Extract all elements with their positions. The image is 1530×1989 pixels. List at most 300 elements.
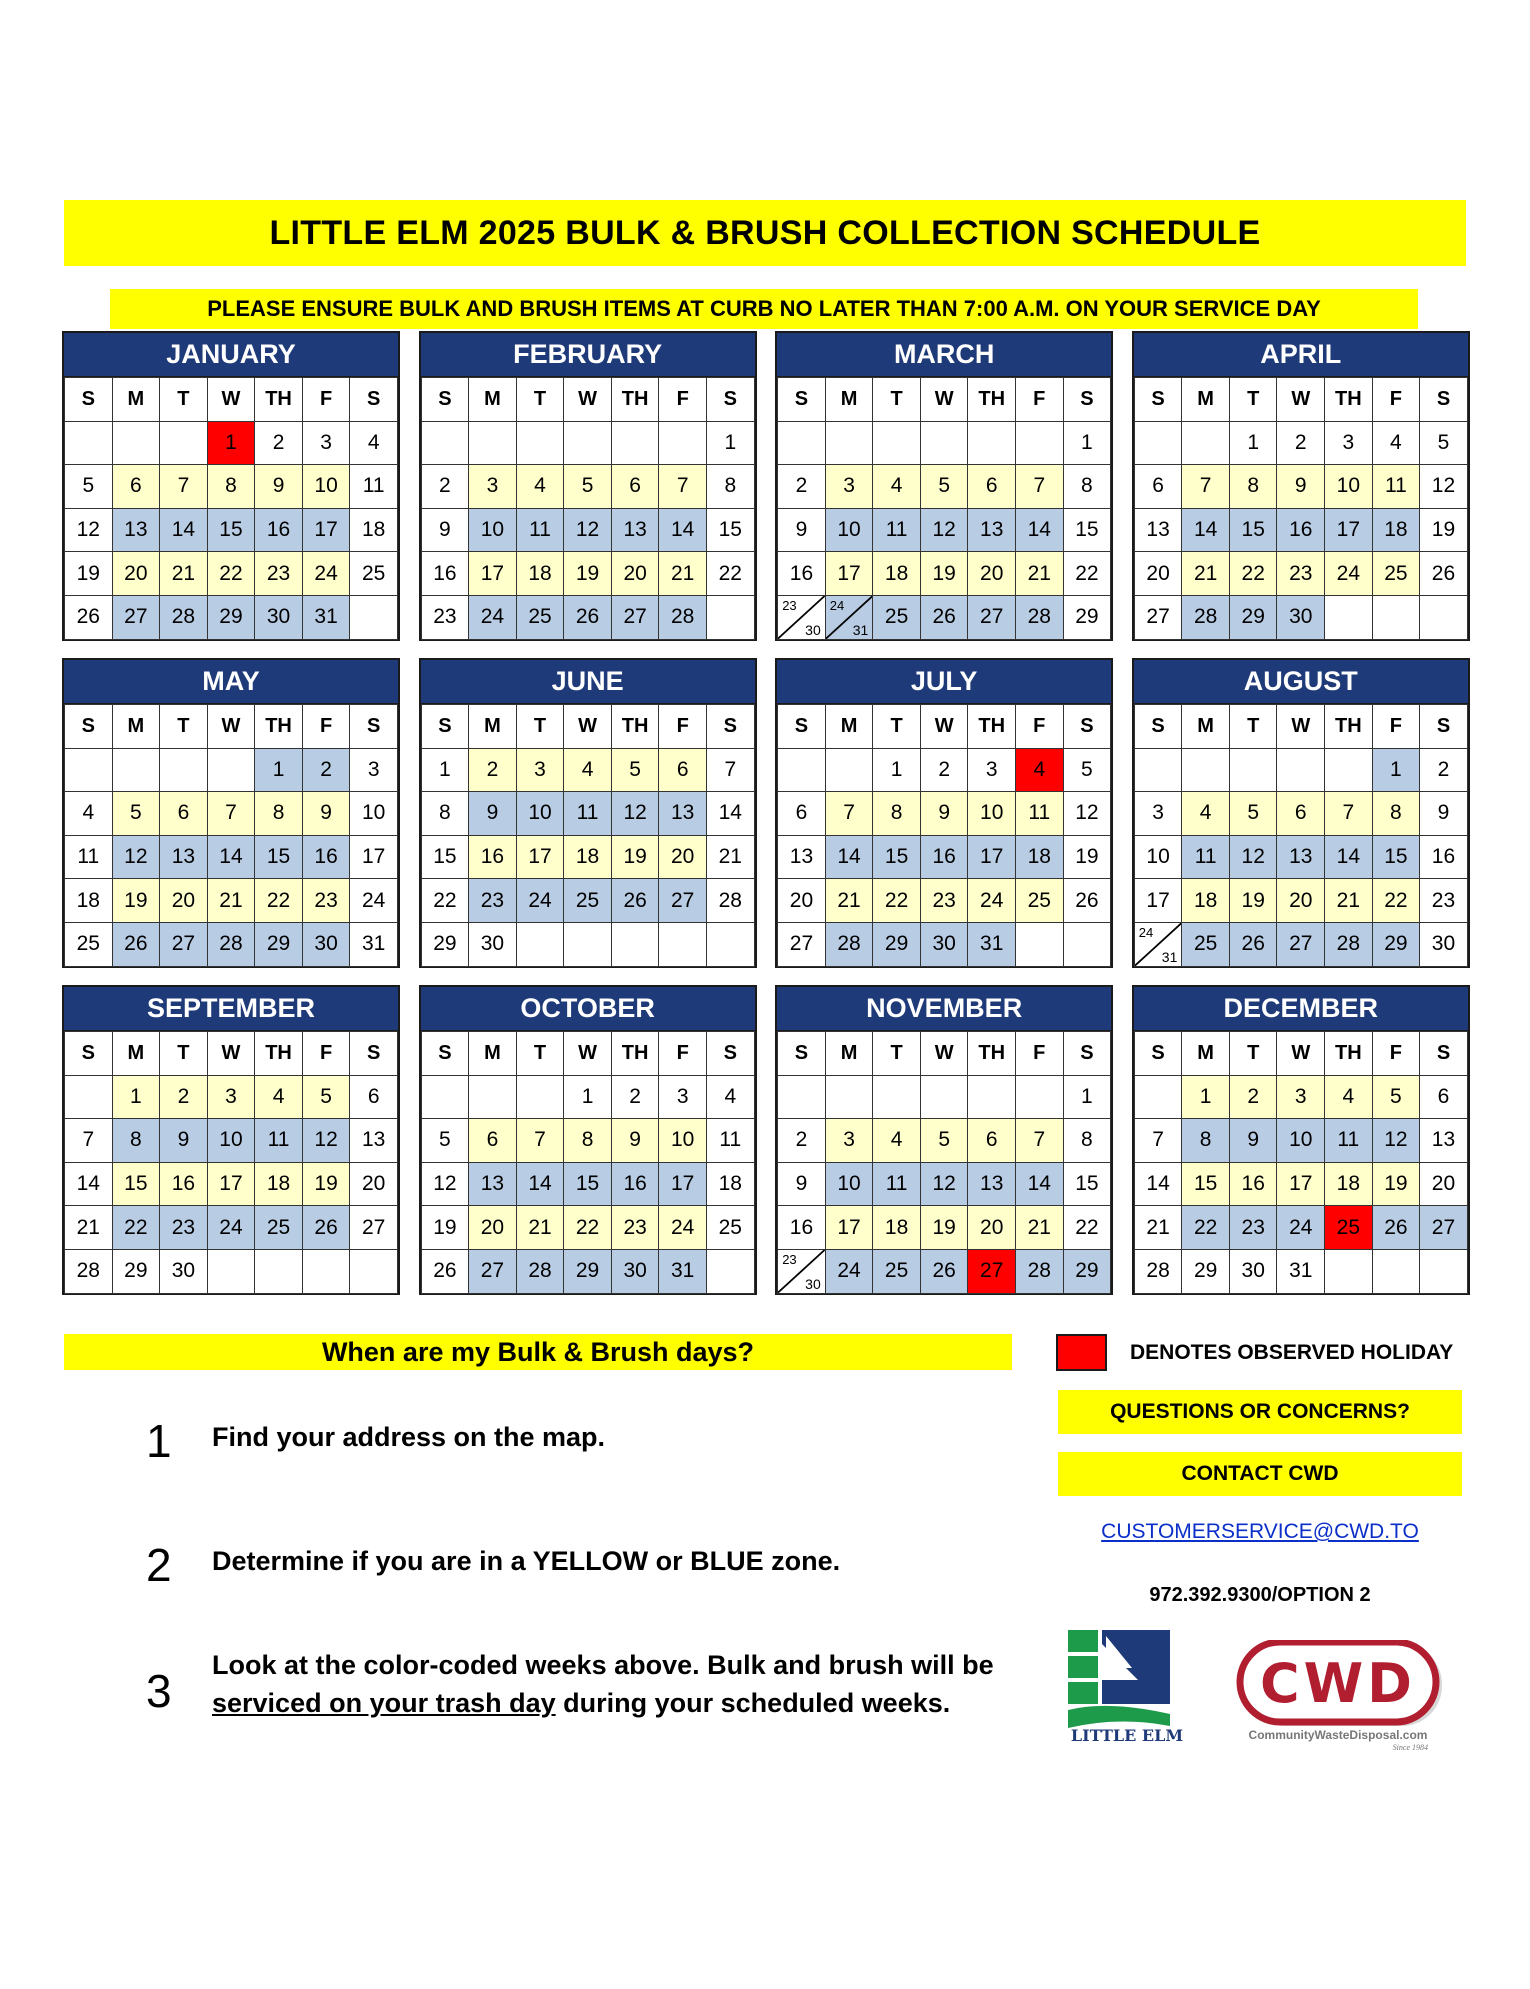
week-row xyxy=(421,1119,754,1163)
day-cell: 17 xyxy=(302,508,350,552)
day-cell: 17 xyxy=(659,1162,707,1206)
day-cell: 25 xyxy=(255,1206,303,1250)
day-cell xyxy=(160,748,208,792)
day-cell: 4 xyxy=(873,1119,921,1163)
weekday-header: S xyxy=(706,1032,754,1076)
week-row xyxy=(65,879,398,923)
weekday-header: W xyxy=(207,1032,255,1076)
day-cell: 24 xyxy=(516,879,564,923)
day-cell: 12 xyxy=(1420,465,1468,509)
week-row xyxy=(65,1162,398,1206)
day-cell: 9 xyxy=(1277,465,1325,509)
day-cell: 3 xyxy=(516,748,564,792)
weekday-header: F xyxy=(659,1032,707,1076)
day-cell: 6 xyxy=(968,1119,1016,1163)
cwd-logo-text: CWD xyxy=(1259,1652,1417,1715)
split-day-cell xyxy=(778,596,825,639)
day-cell: 19 xyxy=(112,879,160,923)
day-cell: 11 xyxy=(255,1119,303,1163)
day-cell: 27 xyxy=(1420,1206,1468,1250)
day-cell xyxy=(1134,922,1182,966)
day-cell: 6 xyxy=(160,792,208,836)
day-cell: 17 xyxy=(516,835,564,879)
day-cell: 23 xyxy=(1420,879,1468,923)
day-cell xyxy=(302,1249,350,1293)
day-cell: 30 xyxy=(302,922,350,966)
day-cell: 15 xyxy=(873,835,921,879)
weekday-header: S xyxy=(1134,378,1182,422)
weekday-header: S xyxy=(350,1032,398,1076)
week-row xyxy=(778,595,1111,639)
day-cell: 1 xyxy=(1063,1075,1111,1119)
month-title: MARCH xyxy=(777,333,1111,377)
month-title: NOVEMBER xyxy=(777,987,1111,1031)
day-cell: 30 xyxy=(1420,922,1468,966)
day-cell: 29 xyxy=(1063,595,1111,639)
day-cell: 8 xyxy=(873,792,921,836)
day-cell: 7 xyxy=(65,1119,113,1163)
week-row xyxy=(421,1206,754,1250)
weekday-header: TH xyxy=(968,1032,1016,1076)
day-cell: 1 xyxy=(255,748,303,792)
day-cell: 29 xyxy=(207,595,255,639)
holiday-legend-label: DENOTES OBSERVED HOLIDAY xyxy=(1130,1340,1454,1364)
day-cell: 14 xyxy=(825,835,873,879)
day-cell: 5 xyxy=(611,748,659,792)
day-cell: 11 xyxy=(65,835,113,879)
day-cell: 22 xyxy=(1229,552,1277,596)
week-row xyxy=(778,879,1111,923)
day-cell: 12 xyxy=(920,1162,968,1206)
weekday-header: W xyxy=(1277,1032,1325,1076)
day-cell: 26 xyxy=(611,879,659,923)
weekday-header: M xyxy=(1182,705,1230,749)
day-cell: 3 xyxy=(1325,421,1373,465)
day-cell: 15 xyxy=(1063,1162,1111,1206)
calendar-grid xyxy=(62,331,1468,1299)
day-cell: 22 xyxy=(1063,1206,1111,1250)
day-cell: 22 xyxy=(1063,552,1111,596)
day-cell: 1 xyxy=(564,1075,612,1119)
day-cell: 19 xyxy=(302,1162,350,1206)
day-cell: 1 xyxy=(1229,421,1277,465)
day-cell: 17 xyxy=(1134,879,1182,923)
day-cell: 8 xyxy=(1063,465,1111,509)
day-cell: 5 xyxy=(1420,421,1468,465)
day-cell: 1 xyxy=(421,748,469,792)
day-cell: 21 xyxy=(1016,552,1064,596)
month-april xyxy=(1132,331,1470,641)
day-cell: 22 xyxy=(421,879,469,923)
day-cell: 3 xyxy=(968,748,1016,792)
day-cell: 15 xyxy=(1182,1162,1230,1206)
day-cell: 18 xyxy=(1182,879,1230,923)
day-cell: 19 xyxy=(1372,1162,1420,1206)
day-cell: 15 xyxy=(706,508,754,552)
day-cell: 22 xyxy=(112,1206,160,1250)
day-cell: 20 xyxy=(350,1162,398,1206)
day-cell: 15 xyxy=(1229,508,1277,552)
week-row xyxy=(65,748,398,792)
weekday-header: T xyxy=(1229,1032,1277,1076)
weekday-header: W xyxy=(1277,378,1325,422)
month-january xyxy=(62,331,400,641)
day-cell: 27 xyxy=(469,1249,517,1293)
weekday-header: T xyxy=(873,378,921,422)
day-cell xyxy=(160,421,208,465)
day-cell: 10 xyxy=(968,792,1016,836)
week-row xyxy=(1134,552,1467,596)
day-cell: 29 xyxy=(1372,922,1420,966)
day-cell: 10 xyxy=(207,1119,255,1163)
day-cell: 16 xyxy=(1420,835,1468,879)
day-cell: 28 xyxy=(207,922,255,966)
weekday-header: M xyxy=(1182,1032,1230,1076)
week-row xyxy=(1134,1119,1467,1163)
day-cell: 16 xyxy=(778,1206,826,1250)
day-cell: 30 xyxy=(1229,1249,1277,1293)
week-row xyxy=(1134,1075,1467,1119)
day-cell: 26 xyxy=(920,1249,968,1293)
day-cell xyxy=(350,595,398,639)
split-day-cell xyxy=(1135,923,1182,966)
day-cell: 21 xyxy=(1134,1206,1182,1250)
day-cell xyxy=(516,421,564,465)
week-row xyxy=(65,792,398,836)
day-cell: 14 xyxy=(160,508,208,552)
day-cell: 9 xyxy=(778,508,826,552)
split-day-first: 24 xyxy=(1138,924,1154,940)
day-cell: 17 xyxy=(1325,508,1373,552)
step-number: 2 xyxy=(146,1539,172,1591)
day-cell: 16 xyxy=(302,835,350,879)
week-row xyxy=(778,465,1111,509)
day-cell: 24 xyxy=(825,1249,873,1293)
day-cell: 10 xyxy=(1325,465,1373,509)
day-cell: 20 xyxy=(112,552,160,596)
day-cell: 27 xyxy=(112,595,160,639)
day-cell: 28 xyxy=(1016,595,1064,639)
split-day-first: 24 xyxy=(829,597,845,613)
step-text: Determine if you are in a YELLOW or BLUE zone. xyxy=(212,1546,841,1576)
day-cell: 10 xyxy=(516,792,564,836)
day-cell: 5 xyxy=(920,1119,968,1163)
week-row xyxy=(421,421,754,465)
day-cell: 20 xyxy=(1420,1162,1468,1206)
day-cell: 23 xyxy=(920,879,968,923)
weekday-header: M xyxy=(469,705,517,749)
week-row xyxy=(65,421,398,465)
day-cell xyxy=(1134,421,1182,465)
day-cell: 24 xyxy=(1325,552,1373,596)
day-cell: 1 xyxy=(1182,1075,1230,1119)
day-cell: 17 xyxy=(350,835,398,879)
day-cell: 13 xyxy=(778,835,826,879)
week-row xyxy=(778,1119,1111,1163)
weekday-header: S xyxy=(706,378,754,422)
day-cell xyxy=(516,922,564,966)
month-title: JUNE xyxy=(421,660,755,704)
day-cell: 28 xyxy=(659,595,707,639)
day-cell: 3 xyxy=(825,465,873,509)
day-cell: 12 xyxy=(302,1119,350,1163)
day-cell: 24 xyxy=(968,879,1016,923)
day-cell: 14 xyxy=(1134,1162,1182,1206)
day-cell: 2 xyxy=(778,465,826,509)
day-cell: 26 xyxy=(1063,879,1111,923)
day-cell xyxy=(825,421,873,465)
weekday-header: F xyxy=(659,378,707,422)
day-cell: 23 xyxy=(255,552,303,596)
split-day-cell xyxy=(778,1250,825,1293)
day-cell: 4 xyxy=(1325,1075,1373,1119)
weekday-header: W xyxy=(1277,705,1325,749)
day-cell: 21 xyxy=(825,879,873,923)
day-cell: 11 xyxy=(1372,465,1420,509)
bulk-days-heading: When are my Bulk & Brush days? xyxy=(64,1334,1012,1370)
week-row xyxy=(421,595,754,639)
day-cell xyxy=(1134,748,1182,792)
day-cell: 3 xyxy=(659,1075,707,1119)
day-cell: 14 xyxy=(1016,508,1064,552)
day-cell: 25 xyxy=(1016,879,1064,923)
day-cell: 21 xyxy=(516,1206,564,1250)
step-text-end: during your scheduled weeks. xyxy=(563,1688,951,1718)
day-cell: 8 xyxy=(564,1119,612,1163)
day-cell xyxy=(1182,421,1230,465)
month-title: AUGUST xyxy=(1134,660,1468,704)
day-cell: 3 xyxy=(350,748,398,792)
day-cell: 24 xyxy=(1277,1206,1325,1250)
weekday-header: S xyxy=(65,378,113,422)
day-cell: 26 xyxy=(112,922,160,966)
day-cell: 9 xyxy=(1420,792,1468,836)
day-cell: 2 xyxy=(255,421,303,465)
day-cell: 17 xyxy=(825,1206,873,1250)
step-text: Find your address on the map. xyxy=(212,1422,606,1452)
weekday-header: S xyxy=(1063,705,1111,749)
day-cell: 6 xyxy=(469,1119,517,1163)
split-day-first: 23 xyxy=(782,597,797,613)
day-cell: 7 xyxy=(516,1119,564,1163)
day-cell: 30 xyxy=(160,1249,208,1293)
day-cell: 7 xyxy=(207,792,255,836)
day-cell: 31 xyxy=(659,1249,707,1293)
day-cell: 21 xyxy=(1182,552,1230,596)
day-cell: 2 xyxy=(469,748,517,792)
day-cell: 9 xyxy=(778,1162,826,1206)
weekday-header: S xyxy=(1420,1032,1468,1076)
day-cell xyxy=(1016,421,1064,465)
day-cell: 8 xyxy=(1372,792,1420,836)
week-row xyxy=(778,922,1111,966)
day-cell: 19 xyxy=(1420,508,1468,552)
split-day-cell xyxy=(826,596,873,639)
weekday-header: T xyxy=(873,1032,921,1076)
curb-notice: PLEASE ENSURE BULK AND BRUSH ITEMS AT CURB NO LATER THAN 7:00 A.M. ON YOUR SERVICE DAY xyxy=(110,289,1418,329)
day-cell xyxy=(1372,595,1420,639)
day-cell: 16 xyxy=(1229,1162,1277,1206)
day-cell: 18 xyxy=(873,1206,921,1250)
day-cell: 25 xyxy=(350,552,398,596)
weekday-header: M xyxy=(825,705,873,749)
week-row xyxy=(421,508,754,552)
day-cell xyxy=(1016,922,1064,966)
day-cell: 13 xyxy=(112,508,160,552)
day-cell: 18 xyxy=(564,835,612,879)
day-cell: 13 xyxy=(968,508,1016,552)
day-cell: 3 xyxy=(825,1119,873,1163)
day-cell: 27 xyxy=(1134,595,1182,639)
day-cell: 7 xyxy=(1325,792,1373,836)
weekday-header: S xyxy=(778,705,826,749)
week-row xyxy=(421,1162,754,1206)
weekday-header: M xyxy=(825,378,873,422)
day-cell: 3 xyxy=(207,1075,255,1119)
day-cell: 26 xyxy=(1372,1206,1420,1250)
day-cell: 17 xyxy=(207,1162,255,1206)
day-cell: 10 xyxy=(302,465,350,509)
day-cell: 12 xyxy=(65,508,113,552)
day-cell: 25 xyxy=(1182,922,1230,966)
day-cell: 14 xyxy=(1325,835,1373,879)
day-cell: 2 xyxy=(920,748,968,792)
day-cell: 29 xyxy=(564,1249,612,1293)
day-cell: 27 xyxy=(659,879,707,923)
day-cell: 24 xyxy=(659,1206,707,1250)
day-cell: 4 xyxy=(564,748,612,792)
month-october xyxy=(419,985,757,1295)
week-row xyxy=(65,508,398,552)
weekday-header: S xyxy=(1063,378,1111,422)
day-cell: 2 xyxy=(611,1075,659,1119)
cwd-logo xyxy=(1232,1640,1448,1752)
day-cell: 31 xyxy=(1277,1249,1325,1293)
day-cell xyxy=(1420,1249,1468,1293)
month-august xyxy=(1132,658,1470,968)
day-cell xyxy=(611,922,659,966)
day-cell xyxy=(421,421,469,465)
day-cell: 11 xyxy=(350,465,398,509)
split-day-second: 30 xyxy=(805,621,821,638)
day-cell: 13 xyxy=(350,1119,398,1163)
day-cell: 4 xyxy=(516,465,564,509)
day-cell: 11 xyxy=(873,508,921,552)
day-cell xyxy=(825,595,873,639)
weekday-header: W xyxy=(207,378,255,422)
day-cell: 5 xyxy=(65,465,113,509)
day-cell xyxy=(968,421,1016,465)
day-cell: 2 xyxy=(1420,748,1468,792)
day-cell: 7 xyxy=(659,465,707,509)
day-cell: 25 xyxy=(564,879,612,923)
day-cell: 25 xyxy=(873,1249,921,1293)
day-cell: 31 xyxy=(350,922,398,966)
day-cell: 1 xyxy=(1372,748,1420,792)
day-cell xyxy=(207,1249,255,1293)
weekday-header: T xyxy=(1229,705,1277,749)
step-1 xyxy=(146,1415,1012,1467)
day-cell: 5 xyxy=(564,465,612,509)
weekday-header: T xyxy=(160,378,208,422)
day-cell: 11 xyxy=(1325,1119,1373,1163)
holiday-legend-swatch xyxy=(1056,1334,1107,1371)
day-cell xyxy=(255,1249,303,1293)
week-row xyxy=(778,1075,1111,1119)
day-cell: 26 xyxy=(302,1206,350,1250)
day-cell xyxy=(350,1249,398,1293)
email-link[interactable]: CUSTOMERSERVICE@CWD.TO xyxy=(1101,1520,1419,1543)
weekday-header: TH xyxy=(255,378,303,422)
day-cell: 18 xyxy=(255,1162,303,1206)
week-row xyxy=(778,835,1111,879)
weekday-header: W xyxy=(564,1032,612,1076)
weekday-header: TH xyxy=(611,1032,659,1076)
day-cell: 21 xyxy=(706,835,754,879)
day-cell: 18 xyxy=(1325,1162,1373,1206)
week-row xyxy=(421,465,754,509)
day-cell: 8 xyxy=(1229,465,1277,509)
day-cell xyxy=(920,421,968,465)
day-cell: 20 xyxy=(611,552,659,596)
day-cell: 12 xyxy=(611,792,659,836)
day-cell: 25 xyxy=(706,1206,754,1250)
day-cell: 14 xyxy=(207,835,255,879)
weekday-header: W xyxy=(920,378,968,422)
day-cell: 5 xyxy=(1063,748,1111,792)
day-cell: 1 xyxy=(1063,421,1111,465)
day-cell: 9 xyxy=(255,465,303,509)
weekday-header: S xyxy=(421,378,469,422)
day-cell xyxy=(1325,748,1373,792)
day-cell: 8 xyxy=(421,792,469,836)
week-row xyxy=(65,552,398,596)
day-cell: 10 xyxy=(825,1162,873,1206)
day-cell: 14 xyxy=(65,1162,113,1206)
day-cell: 5 xyxy=(112,792,160,836)
day-cell: 27 xyxy=(778,922,826,966)
day-cell: 25 xyxy=(65,922,113,966)
day-cell: 6 xyxy=(350,1075,398,1119)
day-cell: 15 xyxy=(1063,508,1111,552)
day-cell: 13 xyxy=(968,1162,1016,1206)
day-cell xyxy=(706,1249,754,1293)
day-cell: 26 xyxy=(1420,552,1468,596)
step-text-intro: Look at the color-coded weeks above. Bulk and brush will be xyxy=(212,1650,994,1680)
split-day-first: 23 xyxy=(782,1251,797,1267)
day-cell: 11 xyxy=(564,792,612,836)
day-cell: 16 xyxy=(469,835,517,879)
weekday-header: M xyxy=(825,1032,873,1076)
day-cell: 22 xyxy=(706,552,754,596)
day-cell: 9 xyxy=(160,1119,208,1163)
weekday-header: M xyxy=(469,378,517,422)
day-cell: 28 xyxy=(825,922,873,966)
day-cell: 28 xyxy=(160,595,208,639)
day-cell: 11 xyxy=(516,508,564,552)
week-row xyxy=(1134,1162,1467,1206)
week-row xyxy=(421,552,754,596)
cwd-since: Since 1984 xyxy=(1392,1743,1428,1752)
day-cell: 9 xyxy=(920,792,968,836)
day-cell xyxy=(778,421,826,465)
day-cell: 20 xyxy=(469,1206,517,1250)
day-cell: 9 xyxy=(302,792,350,836)
day-cell: 26 xyxy=(1229,922,1277,966)
day-cell: 5 xyxy=(302,1075,350,1119)
week-row xyxy=(65,922,398,966)
week-row xyxy=(778,552,1111,596)
